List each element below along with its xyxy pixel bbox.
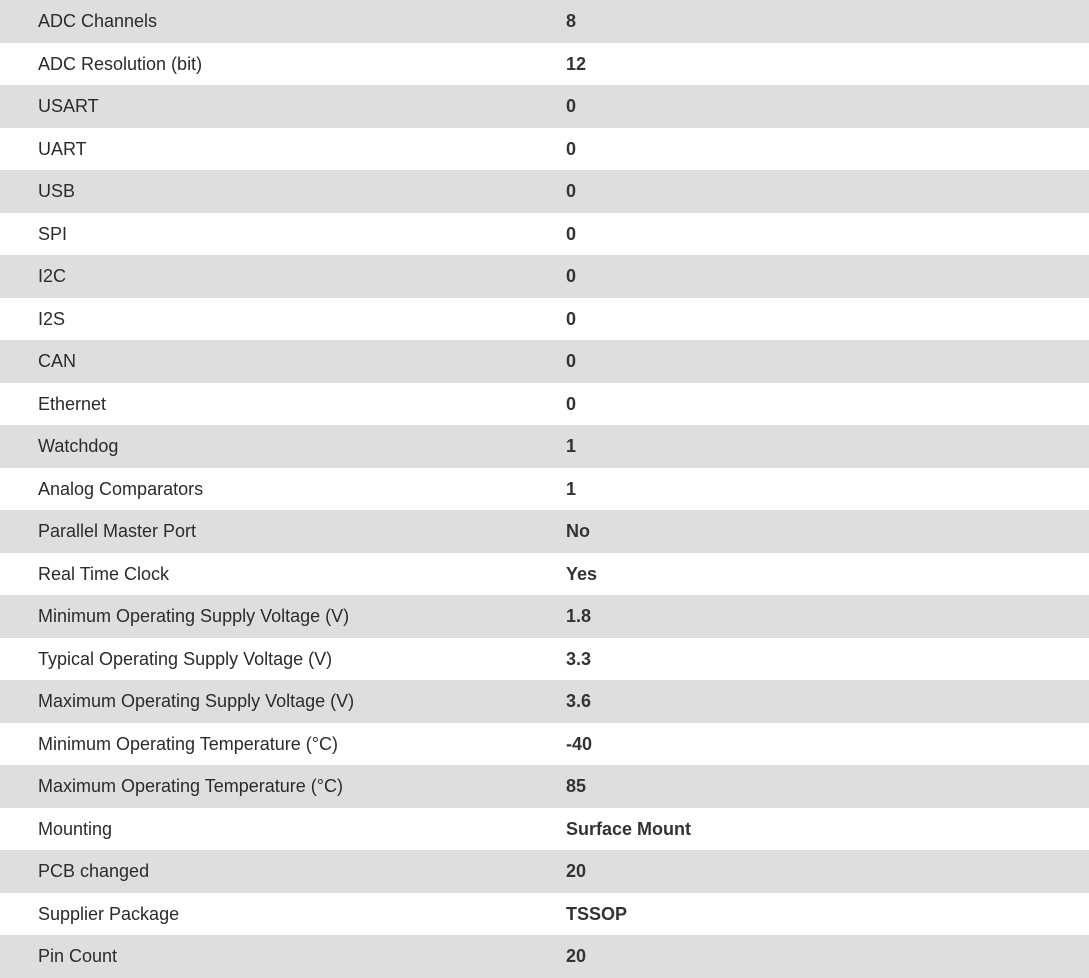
spec-label: Supplier Package [38, 903, 180, 924]
spec-row [0, 255, 1089, 298]
spec-label: Minimum Operating Temperature (°C) [38, 733, 338, 754]
spec-label: PCB changed [38, 861, 150, 882]
spec-row [0, 808, 1089, 851]
spec-row [0, 298, 1089, 341]
spec-row [0, 383, 1089, 426]
spec-row [0, 935, 1089, 978]
spec-value: 3.3 [566, 648, 592, 669]
spec-label: SPI [38, 223, 68, 244]
spec-value: 1 [566, 436, 577, 457]
spec-row [0, 43, 1089, 86]
spec-label: Maximum Operating Supply Voltage (V) [38, 691, 355, 712]
spec-label: CAN [38, 351, 77, 372]
spec-label: Parallel Master Port [38, 521, 197, 542]
spec-value: 0 [566, 308, 577, 329]
spec-value: 8 [566, 11, 577, 32]
spec-value: 20 [566, 861, 587, 882]
spec-label: I2S [38, 308, 66, 329]
spec-value: 1.8 [566, 606, 592, 627]
spec-label: Pin Count [38, 946, 118, 967]
spec-value: No [566, 521, 590, 542]
spec-row [0, 468, 1089, 511]
spec-row [0, 765, 1089, 808]
spec-value: 0 [566, 181, 577, 202]
spec-row [0, 680, 1089, 723]
spec-value: Surface Mount [566, 818, 692, 839]
spec-row [0, 128, 1089, 171]
spec-label: USB [38, 181, 76, 202]
spec-row [0, 0, 1089, 43]
spec-value: Yes [566, 563, 598, 584]
spec-value: 0 [566, 96, 577, 117]
spec-row [0, 553, 1089, 596]
spec-value: 1 [566, 478, 577, 499]
spec-value: 20 [566, 946, 587, 967]
spec-value: 0 [566, 351, 577, 372]
spec-label: Mounting [38, 818, 113, 839]
spec-value: 3.6 [566, 691, 592, 712]
spec-value: 0 [566, 393, 577, 414]
spec-value: 12 [566, 53, 587, 74]
spec-value: 0 [566, 223, 577, 244]
spec-value: 85 [566, 776, 587, 797]
spec-row [0, 723, 1089, 766]
spec-row [0, 340, 1089, 383]
spec-label: Typical Operating Supply Voltage (V) [38, 648, 333, 669]
spec-row [0, 893, 1089, 936]
spec-label: USART [38, 96, 99, 117]
spec-label: Real Time Clock [38, 563, 170, 584]
spec-label: Watchdog [38, 436, 119, 457]
spec-row [0, 170, 1089, 213]
spec-row [0, 425, 1089, 468]
spec-label: Minimum Operating Supply Voltage (V) [38, 606, 350, 627]
spec-value: -40 [566, 733, 593, 754]
spec-row [0, 510, 1089, 553]
spec-label: I2C [38, 266, 67, 287]
spec-label: ADC Channels [38, 11, 158, 32]
spec-label: ADC Resolution (bit) [38, 53, 203, 74]
spec-row [0, 213, 1089, 256]
spec-value: 0 [566, 266, 577, 287]
spec-value: TSSOP [566, 903, 628, 924]
spec-row [0, 638, 1089, 681]
spec-row [0, 595, 1089, 638]
spec-value: 0 [566, 138, 577, 159]
spec-label: Ethernet [38, 393, 107, 414]
spec-row [0, 85, 1089, 128]
spec-row [0, 850, 1089, 893]
spec-label: Maximum Operating Temperature (°C) [38, 776, 343, 797]
spec-label: Analog Comparators [38, 478, 204, 499]
spec-label: UART [38, 138, 87, 159]
